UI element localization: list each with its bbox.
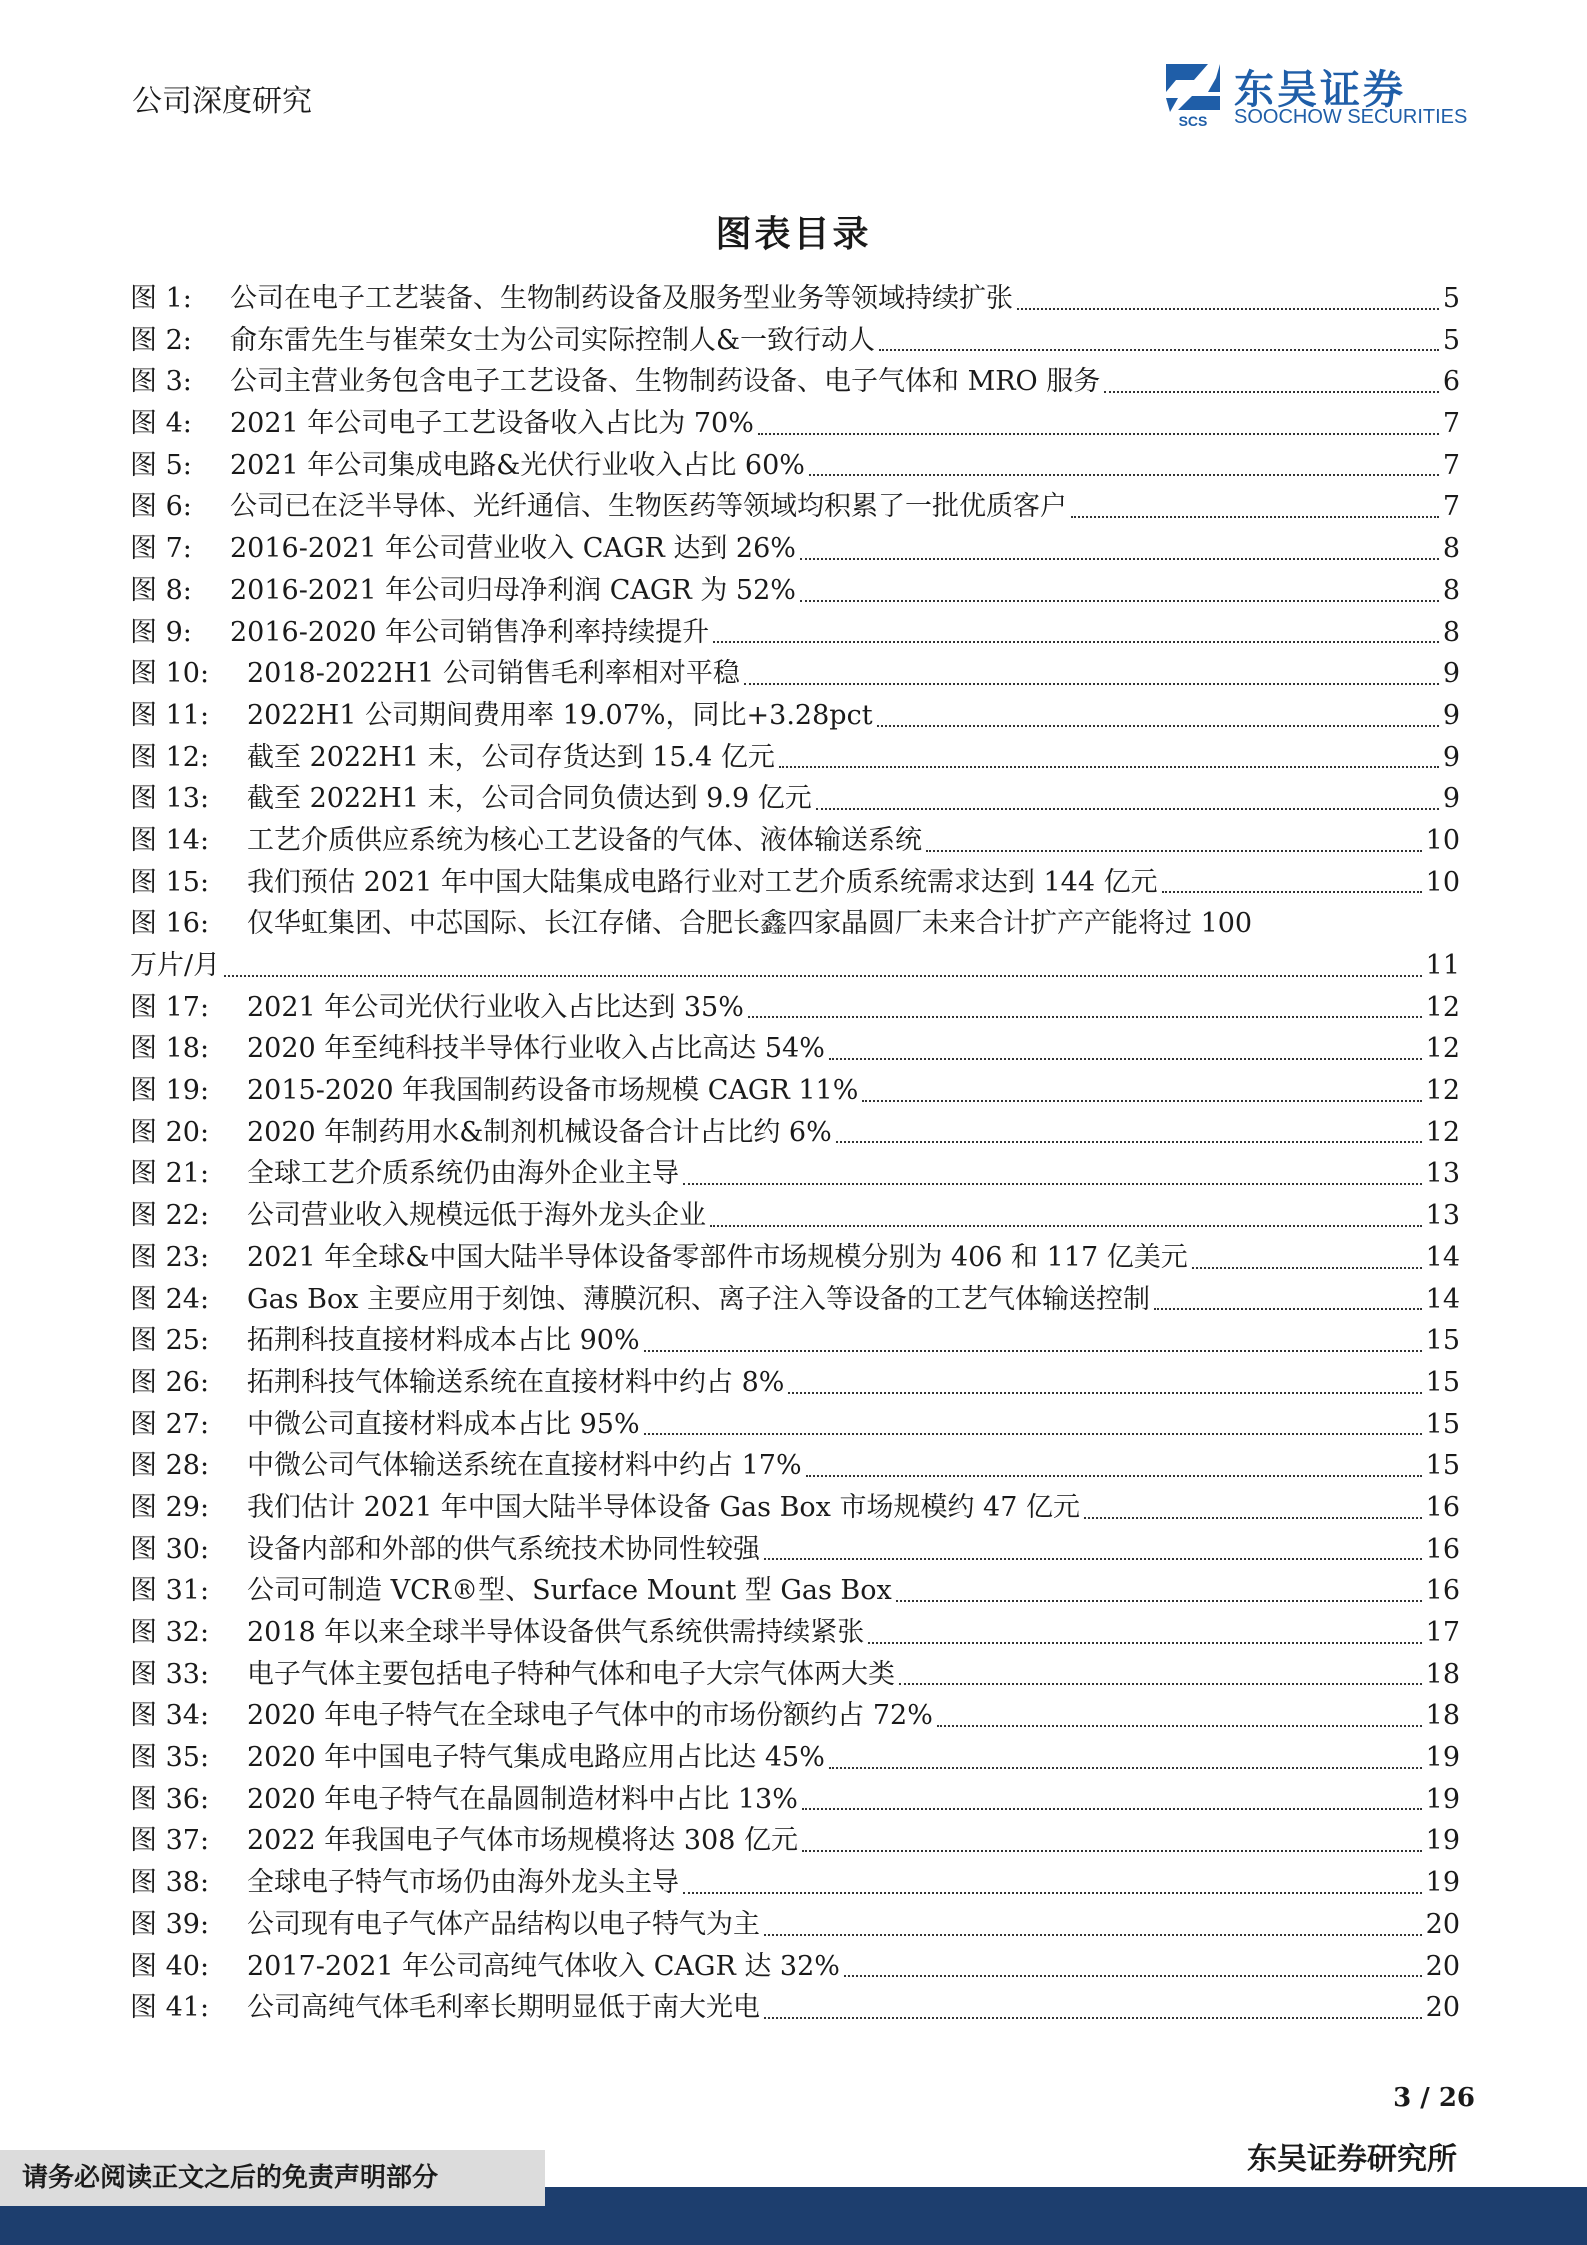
toc-entry[interactable] (130, 653, 1460, 695)
dot-leader (744, 683, 1439, 685)
dot-leader (788, 1392, 1421, 1394)
dot-leader (748, 1016, 1422, 1018)
figure-label: 图 13: (130, 783, 210, 815)
figure-caption: 全球工艺介质系统仍由海外企业主导 (247, 1158, 679, 1190)
figure-label: 图 5: (130, 449, 192, 481)
figure-label: 图 8: (130, 574, 192, 606)
dot-leader (1192, 1267, 1422, 1269)
page-ref: 15 (1425, 1408, 1460, 1440)
figure-caption: 2020 年电子特气在全球电子气体中的市场份额约占 72% (247, 1700, 933, 1732)
figure-caption: Gas Box 主要应用于刻蚀、薄膜沉积、离子注入等设备的工艺气体输送控制 (247, 1283, 1151, 1315)
figure-label: 图 6: (130, 491, 192, 523)
page-ref: 15 (1425, 1366, 1460, 1398)
figure-caption: 中微公司直接材料成本占比 95% (247, 1408, 640, 1440)
dot-leader (710, 1225, 1422, 1227)
page-ref: 5 (1442, 324, 1460, 356)
page-ref: 16 (1425, 1491, 1460, 1523)
toc-entry[interactable] (130, 361, 1460, 403)
figure-label: 图 31: (130, 1575, 210, 1607)
page-ref: 12 (1425, 1075, 1460, 1107)
toc-entry[interactable] (130, 778, 1460, 820)
figure-label: 图 11: (130, 699, 210, 731)
figure-label: 图 33: (130, 1658, 210, 1690)
figure-caption: 2016-2020 年公司销售净利率持续提升 (230, 616, 710, 648)
figure-caption: 截至 2022H1 末，公司存货达到 15.4 亿元 (247, 741, 775, 773)
figure-caption: 2021 年公司电子工艺设备收入占比为 70% (230, 408, 754, 440)
figure-label: 图 23: (130, 1241, 210, 1273)
figure-caption: 中微公司气体输送系统在直接材料中约占 17% (247, 1450, 802, 1482)
toc-entry[interactable] (130, 1820, 1460, 1862)
figure-label: 图 30: (130, 1533, 210, 1565)
page-ref: 9 (1442, 741, 1460, 773)
page-ref: 16 (1425, 1533, 1460, 1565)
dot-leader (644, 1433, 1422, 1435)
figure-label: 图 40: (130, 1950, 210, 1982)
figure-label: 图 12: (130, 741, 210, 773)
soochow-logo-icon (1158, 58, 1228, 130)
figure-label: 图 15: (130, 866, 210, 898)
page-ref: 12 (1425, 1116, 1460, 1148)
page-ref: 19 (1425, 1867, 1460, 1899)
page-ref: 16 (1425, 1575, 1460, 1607)
figure-caption: 2017-2021 年公司高纯气体收入 CAGR 达 32% (247, 1950, 840, 1982)
page-ref: 9 (1442, 783, 1460, 815)
page-ref: 7 (1442, 449, 1460, 481)
dot-leader (224, 975, 1422, 977)
figure-caption: 2021 年全球&中国大陆半导体设备零部件市场规模分别为 406 和 117 亿美元 (247, 1241, 1188, 1273)
toc-entry[interactable] (130, 403, 1460, 445)
figure-caption: 我们估计 2021 年中国大陆半导体设备 Gas Box 市场规模约 47 亿元 (247, 1491, 1080, 1523)
toc-entry[interactable] (130, 445, 1460, 487)
figure-label: 图 35: (130, 1742, 210, 1774)
toc-entry[interactable] (130, 1028, 1460, 1070)
figure-caption: 公司营业收入规模远低于海外龙头企业 (247, 1200, 706, 1232)
figure-label: 图 4: (130, 408, 192, 440)
figure-label: 图 25: (130, 1325, 210, 1357)
toc-entry[interactable] (130, 862, 1460, 904)
toc-title: 图表目录 (715, 213, 872, 255)
figure-caption: 公司在电子工艺装备、生物制药设备及服务型业务等领域持续扩张 (230, 283, 1013, 314)
dot-leader (937, 1725, 1422, 1727)
toc-entry[interactable] (130, 1237, 1460, 1279)
figure-label: 图 9: (130, 616, 192, 648)
figure-label: 图 17: (130, 991, 210, 1023)
figure-caption: 我们预估 2021 年中国大陆集成电路行业对工艺介质系统需求达到 144 亿元 (247, 866, 1158, 898)
page-ref: 13 (1425, 1200, 1460, 1232)
figure-caption: 工艺介质供应系统为核心工艺设备的气体、液体输送系统 (247, 824, 922, 856)
toc-entry[interactable] (130, 1570, 1460, 1612)
dot-leader (758, 433, 1439, 435)
figure-caption: 2022H1 公司期间费用率 19.07%，同比+3.28pct (247, 699, 873, 731)
figure-caption: 2021 年公司集成电路&光伏行业收入占比 60% (230, 449, 805, 481)
toc-entry[interactable] (130, 1404, 1460, 1446)
dot-leader (809, 474, 1439, 476)
figure-label: 图 24: (130, 1283, 210, 1315)
dot-leader (836, 1141, 1422, 1143)
dot-leader (899, 1683, 1422, 1685)
dot-leader (829, 1767, 1422, 1769)
figure-caption: 俞东雷先生与崔荣女士为公司实际控制人&一致行动人 (230, 324, 876, 356)
figure-label: 图 2: (130, 324, 192, 356)
dot-leader (816, 808, 1439, 810)
figure-label: 图 22: (130, 1200, 210, 1232)
toc-entry[interactable] (130, 1070, 1460, 1112)
figure-label: 图 21: (130, 1158, 210, 1190)
toc-entry[interactable] (130, 1904, 1460, 1946)
page-ref: 8 (1442, 533, 1460, 565)
dot-leader (1017, 308, 1439, 310)
dot-leader (764, 2017, 1422, 2019)
toc-entry[interactable] (130, 612, 1460, 654)
toc-entry[interactable] (130, 1612, 1460, 1654)
figure-caption: 公司现有电子气体产品结构以电子特气为主 (247, 1908, 760, 1940)
figure-label: 图 36: (130, 1783, 210, 1815)
figure-caption: 拓荆科技气体输送系统在直接材料中约占 8% (247, 1366, 785, 1398)
dot-leader (764, 1934, 1422, 1936)
page-ref: 19 (1425, 1742, 1460, 1774)
page-ref: 10 (1425, 866, 1460, 898)
figure-label: 图 38: (130, 1867, 210, 1899)
dot-leader (644, 1350, 1422, 1352)
toc-entry[interactable] (130, 278, 1460, 320)
toc-entry[interactable] (130, 903, 1460, 986)
logo-chinese-name: 东吴证券 (1234, 67, 1406, 113)
toc-entry[interactable] (130, 737, 1460, 779)
toc-entry[interactable] (130, 1362, 1460, 1404)
dot-leader (879, 349, 1439, 351)
disclaimer-notice: 请务必阅读正文之后的免责声明部分 (0, 2150, 545, 2206)
toc-entry[interactable] (130, 486, 1460, 528)
figure-label: 图 19: (130, 1075, 210, 1107)
page-number: 3 / 26 (1393, 2083, 1475, 2113)
figure-label: 图 32: (130, 1617, 210, 1648)
dot-leader (683, 1892, 1422, 1894)
brand-logo (1158, 58, 1468, 130)
figure-caption-continuation: 万片/月 (130, 950, 221, 981)
figure-caption: 公司主营业务包含电子工艺设备、生物制药设备、电子气体和 MRO 服务 (230, 366, 1101, 398)
figure-label: 图 16: (130, 908, 210, 940)
dot-leader (877, 725, 1439, 727)
dot-leader (926, 850, 1422, 852)
institute-name: 东吴证券研究所 (1247, 2142, 1457, 2177)
dot-leader (1154, 1308, 1422, 1310)
page-ref: 19 (1425, 1783, 1460, 1815)
page-ref: 9 (1442, 658, 1460, 690)
toc-entry[interactable] (130, 1445, 1460, 1487)
figure-caption: 公司可制造 VCR®型、Surface Mount 型 Gas Box (247, 1575, 892, 1607)
figure-label: 图 28: (130, 1450, 210, 1482)
figure-caption: 设备内部和外部的供气系统技术协同性较强 (247, 1533, 760, 1565)
figure-label: 图 26: (130, 1366, 210, 1398)
toc-entry[interactable] (130, 1279, 1460, 1321)
dot-leader (896, 1600, 1422, 1602)
dot-leader (683, 1183, 1422, 1185)
toc-entry[interactable] (130, 1737, 1460, 1779)
dot-leader (1084, 1517, 1422, 1519)
page-ref: 18 (1425, 1700, 1460, 1732)
figure-caption: 2016-2021 年公司归母净利润 CAGR 为 52% (230, 574, 796, 606)
figure-caption: 仅华虹集团、中芯国际、长江存储、合肥长鑫四家晶圆厂未来合计扩产产能将过 100 (247, 908, 1253, 940)
page-ref: 20 (1425, 1950, 1460, 1982)
figure-caption: 2020 年电子特气在晶圆制造材料中占比 13% (247, 1783, 798, 1815)
figure-caption: 2020 年至纯科技半导体行业收入占比高达 54% (247, 1033, 825, 1065)
toc-entry[interactable] (130, 1654, 1460, 1696)
page-ref: 5 (1442, 283, 1460, 314)
dot-leader (800, 558, 1439, 560)
dot-leader (800, 600, 1439, 602)
toc-entry[interactable] (130, 1987, 1460, 2029)
page-ref: 7 (1442, 491, 1460, 523)
page-ref: 7 (1442, 408, 1460, 440)
dot-leader (802, 1850, 1422, 1852)
figure-label: 图 10: (130, 658, 210, 690)
figure-caption: 全球电子特气市场仍由海外龙头主导 (247, 1867, 679, 1899)
page-ref: 14 (1425, 1283, 1460, 1315)
figure-label: 图 37: (130, 1825, 210, 1857)
figure-caption: 2018 年以来全球半导体设备供气系统供需持续紧张 (247, 1617, 865, 1648)
dot-leader (764, 1558, 1422, 1560)
figure-label: 图 18: (130, 1033, 210, 1065)
page-ref: 6 (1442, 366, 1460, 398)
page-ref: 12 (1425, 1033, 1460, 1065)
page-ref: 20 (1425, 1992, 1460, 2024)
figure-caption: 公司高纯气体毛利率长期明显低于南大光电 (247, 1992, 760, 2024)
toc-entry[interactable] (130, 1779, 1460, 1821)
toc-entry[interactable] (130, 528, 1460, 570)
toc-entry[interactable] (130, 1946, 1460, 1988)
logo-english-name: SOOCHOW SECURITIES (1234, 106, 1468, 128)
page-ref: 20 (1425, 1908, 1460, 1940)
figure-caption: 2015-2020 年我国制药设备市场规模 CAGR 11% (247, 1075, 859, 1107)
doc-type-label: 公司深度研究 (132, 84, 312, 119)
toc-entry[interactable] (130, 570, 1460, 612)
dot-leader (1071, 516, 1439, 518)
toc-entry[interactable] (130, 695, 1460, 737)
figure-label: 图 1: (130, 283, 192, 314)
figure-label: 图 41: (130, 1992, 210, 2024)
page-ref: 10 (1425, 824, 1460, 856)
page-ref: 15 (1425, 1450, 1460, 1482)
toc-entry[interactable] (130, 1695, 1460, 1737)
figure-label: 图 20: (130, 1116, 210, 1148)
dot-leader (779, 766, 1439, 768)
page-ref: 9 (1442, 699, 1460, 731)
toc-entry[interactable] (130, 987, 1460, 1029)
dot-leader (713, 641, 1439, 643)
figure-caption: 2020 年中国电子特气集成电路应用占比达 45% (247, 1742, 825, 1774)
page-ref: 15 (1425, 1325, 1460, 1357)
figure-label: 图 39: (130, 1908, 210, 1940)
toc-entry[interactable] (130, 1487, 1460, 1529)
logo-abbr: SCS (1178, 113, 1208, 129)
figure-caption: 截至 2022H1 末，公司合同负债达到 9.9 亿元 (247, 783, 812, 815)
figure-caption: 2022 年我国电子气体市场规模将达 308 亿元 (247, 1825, 798, 1857)
figure-caption: 2018-2022H1 公司销售毛利率相对平稳 (247, 658, 740, 690)
figure-caption: 拓荆科技直接材料成本占比 90% (247, 1325, 640, 1357)
figure-caption: 公司已在泛半导体、光纤通信、生物医药等领域均积累了一批优质客户 (230, 491, 1067, 523)
dot-leader (829, 1058, 1422, 1060)
toc-entry[interactable] (130, 1320, 1460, 1362)
page-ref: 8 (1442, 574, 1460, 606)
dot-leader (868, 1642, 1421, 1644)
dot-leader (862, 1100, 1421, 1102)
figure-label: 图 27: (130, 1408, 210, 1440)
page-ref: 8 (1442, 616, 1460, 648)
page-ref: 11 (1425, 950, 1460, 981)
toc-entry[interactable] (130, 1195, 1460, 1237)
figure-caption: 电子气体主要包括电子特种气体和电子大宗气体两大类 (247, 1658, 895, 1690)
figure-caption: 2021 年公司光伏行业收入占比达到 35% (247, 991, 744, 1023)
page-ref: 18 (1425, 1658, 1460, 1690)
toc-entry[interactable] (130, 1153, 1460, 1195)
figure-label: 图 34: (130, 1700, 210, 1732)
page-ref: 17 (1425, 1617, 1460, 1648)
toc-entry[interactable] (130, 820, 1460, 862)
page-ref: 12 (1425, 991, 1460, 1023)
page-ref: 13 (1425, 1158, 1460, 1190)
page-ref: 14 (1425, 1241, 1460, 1273)
dot-leader (806, 1475, 1422, 1477)
toc-entry[interactable] (130, 1112, 1460, 1154)
toc-entry[interactable] (130, 1862, 1460, 1904)
toc-entry[interactable] (130, 1529, 1460, 1571)
dot-leader (802, 1808, 1422, 1810)
dot-leader (1162, 891, 1422, 893)
figure-caption: 2020 年制药用水&制剂机械设备合计占比约 6% (247, 1116, 832, 1148)
page-ref: 19 (1425, 1825, 1460, 1857)
figure-label: 图 7: (130, 533, 192, 565)
figure-label: 图 14: (130, 824, 210, 856)
dot-leader (844, 1975, 1422, 1977)
dot-leader (1104, 391, 1439, 393)
figure-caption: 2016-2021 年公司营业收入 CAGR 达到 26% (230, 533, 796, 565)
toc-entry[interactable] (130, 320, 1460, 362)
figure-label: 图 3: (130, 366, 192, 398)
figure-label: 图 29: (130, 1491, 210, 1523)
figure-toc-list (130, 278, 1460, 2029)
